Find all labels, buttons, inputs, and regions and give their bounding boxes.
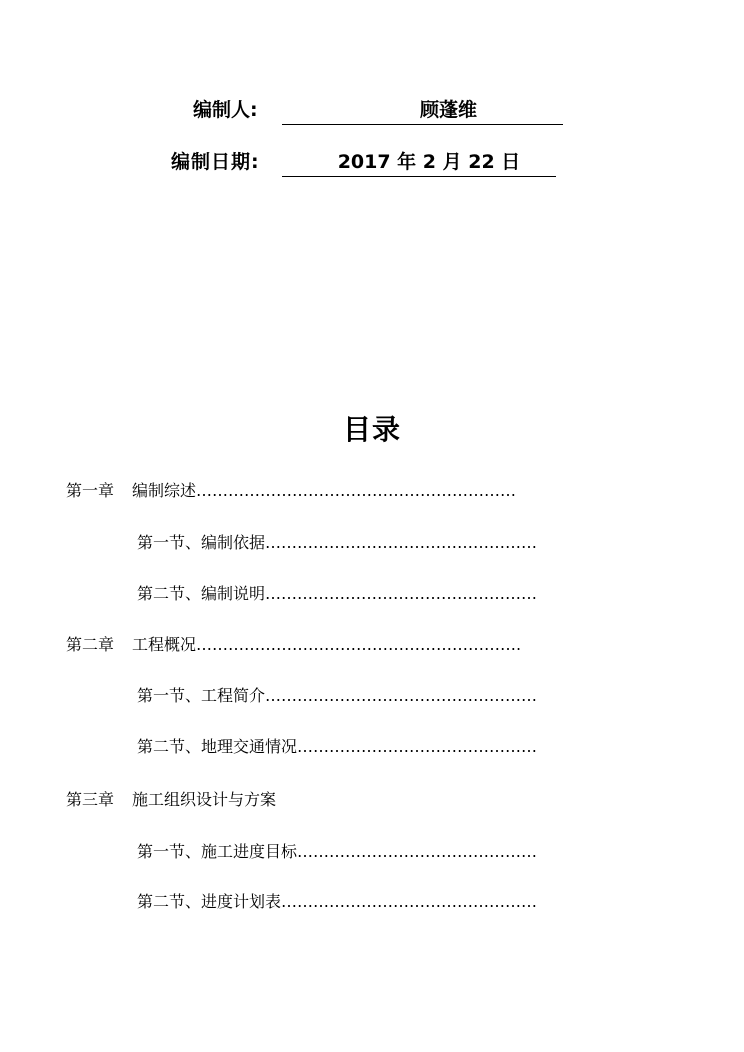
date-value: 2017 年 2 月 22 日 <box>337 151 521 173</box>
toc-entry-title: 工程简介 <box>201 686 266 705</box>
toc-entry-leader: ………………………………………… <box>281 892 538 911</box>
toc-entry-number: 第二节、 <box>137 892 202 911</box>
toc-entry-leader: ……………………………………………………. <box>196 635 522 654</box>
toc-entry-chapter-3[interactable] <box>66 788 466 812</box>
toc-entry-title: 施工组织设计与方案 <box>132 790 277 809</box>
toc-entry-number: 第二章 <box>66 635 115 654</box>
toc-entry-number: 第一节、 <box>137 842 202 861</box>
toc-entry-section-2-2[interactable] <box>137 735 580 759</box>
toc-entry-section-2-1[interactable] <box>137 684 580 708</box>
toc-entry-leader: ……………………………………… <box>297 842 538 861</box>
toc-entry-leader: …………………………………………………… <box>196 481 517 500</box>
author-field <box>282 98 563 125</box>
toc-title: 目录 <box>342 413 401 446</box>
toc-entry-number: 第三章 <box>66 790 115 809</box>
toc-entry-section-3-1[interactable] <box>137 840 578 864</box>
toc-entry-title: 地理交通情况 <box>201 737 298 756</box>
toc-entry-number: 第一节、 <box>137 686 202 705</box>
toc-entry-title: 进度计划表 <box>201 892 282 911</box>
toc-entry-chapter-2[interactable] <box>66 633 582 657</box>
toc-entry-number: 第一章 <box>66 481 115 500</box>
date-field <box>282 150 556 177</box>
toc-entry-title: 工程概况 <box>132 635 197 654</box>
toc-entry-section-1-1[interactable] <box>137 531 580 555</box>
toc-entry-title: 编制说明 <box>201 584 266 603</box>
toc-entry-number: 第一节、 <box>137 533 202 552</box>
date-row <box>0 150 744 178</box>
toc-entry-title: 施工进度目标 <box>201 842 298 861</box>
toc-entry-leader: …………………………………………… <box>265 533 538 552</box>
toc-entry-number: 第二节、 <box>137 737 202 756</box>
author-value: 顾蓬维 <box>419 99 477 121</box>
author-row <box>0 98 744 126</box>
date-label: 编制日期: <box>171 151 260 173</box>
toc-entry-number: 第二节、 <box>137 584 202 603</box>
toc-entry-title: 编制依据 <box>201 533 266 552</box>
toc-entry-section-3-2[interactable] <box>137 890 578 914</box>
toc-entry-leader: ……………………………………… <box>297 737 538 756</box>
toc-entry-title: 编制综述 <box>132 481 197 500</box>
author-label: 编制人: <box>193 99 258 121</box>
toc-entry-chapter-1[interactable] <box>66 479 578 503</box>
toc-entry-leader: …………………………………………… <box>265 686 538 705</box>
toc-entry-leader: …………………………………………… <box>265 584 538 603</box>
toc-entry-section-1-2[interactable] <box>137 582 580 606</box>
